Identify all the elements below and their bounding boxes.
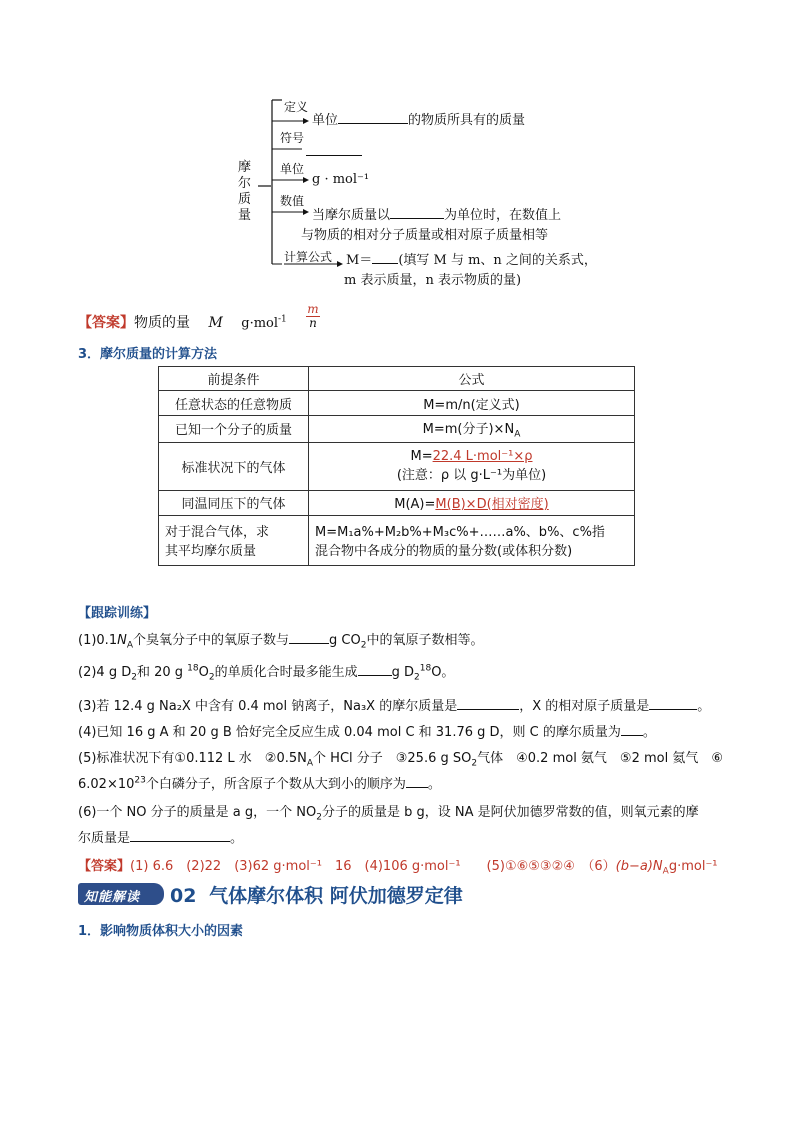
answer-block-1 [78, 312, 287, 332]
q-sup: 18 [419, 663, 432, 674]
branch-text-after: 为单位时，在数值上 [444, 208, 562, 223]
q-text: 6.02×10 [78, 777, 135, 792]
fraction-numerator: m [307, 302, 319, 316]
table-row [159, 442, 635, 490]
q-text: (1)0.1 [78, 633, 118, 648]
branch-label-formula: 计算公式 [284, 250, 333, 264]
table-cell [309, 515, 635, 565]
q-text: 个白磷分子，所含原子个数从大到小的顺序为 [145, 777, 406, 792]
formula-answer: 22.4 L·mol⁻¹×ρ [432, 449, 533, 465]
table-cell: M=m/n(定义式) [309, 391, 635, 416]
blank-line [621, 723, 643, 736]
branch-label-unit: 单位 [280, 162, 305, 176]
badge-label: 知能解读 [84, 890, 141, 905]
answer-text: g·mol⁻¹ [668, 859, 718, 874]
answer-tag: 【答案】 [78, 859, 131, 874]
table-row [159, 391, 635, 416]
q-text: 分子的质量是 b g，设 NA 是阿伏加德罗常数的值，则氧元素的摩 [321, 805, 699, 820]
formula-sub: A [514, 429, 521, 440]
table-cell: 标准状况下的气体 [159, 442, 309, 490]
cell-line: 混合物中各成分的物质的量分数(或体积分数) [315, 544, 573, 560]
q-sub: A [306, 758, 314, 769]
q-text: 气体 ④0.2 mol 氨气 ⑤2 mol 氦气 ⑥ [477, 751, 724, 766]
blank-line [649, 697, 697, 710]
branch-label-symbol: 符号 [280, 131, 305, 145]
q-text: g CO [329, 633, 361, 648]
table-header: 公式 [309, 367, 635, 391]
formula-text: M= [410, 449, 433, 465]
blank-line [372, 251, 398, 264]
branch-text-after: (填写 M 与 m、n 之间的关系式， [398, 253, 597, 268]
formula-text: M(A)= [394, 497, 436, 513]
q-text: (2)4 g D [78, 665, 132, 680]
answer-sup: -1 [278, 314, 287, 325]
q-text: O。 [431, 665, 455, 680]
answer-fraction [306, 303, 320, 330]
blank-line [457, 697, 519, 710]
q-text: O [198, 665, 209, 680]
question-3 [78, 695, 710, 714]
answer-block-2 [78, 855, 718, 877]
branch-text: M＝ [346, 253, 373, 268]
table-header: 前提条件 [159, 367, 309, 391]
table-cell: 任意状态的任意物质 [159, 391, 309, 416]
answer-text: M [208, 315, 223, 331]
blank-line [130, 829, 230, 842]
table-cell [159, 515, 309, 565]
table-cell: 已知一个分子的质量 [159, 416, 309, 443]
practice-title: 【跟踪训练】 [78, 606, 157, 621]
diagram-root [238, 160, 252, 224]
answer-text: (b−a)N [615, 859, 663, 874]
q-text: 。 [427, 777, 441, 792]
cell-line: M=M₁a%+M₂b%+M₃c%+……a%、b%、c%指 [315, 525, 605, 541]
table-cell: 同温同压下的气体 [159, 490, 309, 515]
blank-line [289, 631, 329, 644]
question-6-line2 [78, 827, 243, 846]
answer-text: (1) 6.6 (2)22 (3)62 g·mol⁻¹ 16 (4)106 g·mol⁻¹ (5)①⑥⑤③②④ （6） [130, 859, 616, 874]
q-sub: 2 [208, 672, 215, 683]
branch-text: 当摩尔质量以 [312, 208, 391, 223]
q-sup: 23 [134, 775, 146, 786]
blank-line [306, 145, 362, 156]
blank-line [390, 206, 444, 219]
formula-text: M=m(分子)×N [422, 422, 515, 437]
q-text: 和 20 g [136, 665, 188, 680]
answer-tag: 【答案】 [78, 315, 134, 331]
branch-label-value: 数值 [280, 194, 305, 208]
branch-text-after: 的物质所具有的质量 [408, 113, 526, 128]
branch-unit: g · mol⁻¹ [312, 172, 370, 187]
section-badge [78, 883, 164, 905]
answer-text: g·mol [241, 316, 279, 331]
q-text: (4)已知 16 g A 和 20 g B 恰好完全反应生成 0.04 mol C 和 31.76 g D，则 C 的摩尔质量为 [78, 725, 621, 740]
fraction-denominator: n [309, 316, 317, 330]
q-text: 个 HCl 分子 ③25.6 g SO [313, 751, 472, 766]
table-row [159, 515, 635, 565]
subsection-title: 1．影响物质体积大小的因素 [78, 924, 244, 939]
question-5 [78, 747, 723, 769]
table-cell [309, 416, 635, 443]
cell-line: 对于混合气体，求 [165, 525, 270, 541]
cell-line: 其平均摩尔质量 [165, 544, 257, 560]
q-text: 。 [697, 699, 711, 714]
q-sub: A [126, 640, 133, 651]
q-text: 的单质化合时最多能生成 [214, 665, 358, 680]
blank-line [338, 111, 408, 124]
q-sup: 18 [187, 663, 199, 674]
q-sub: 2 [360, 640, 367, 651]
branch-formula-line2: m 表示质量，n 表示物质的量) [344, 273, 522, 288]
q-text: 。 [642, 725, 656, 740]
q-text: 。 [230, 831, 244, 846]
q-text: 中的氧原子数相等。 [366, 633, 484, 648]
question-6 [78, 801, 699, 823]
formula-answer: M(B)×D(相对密度) [435, 497, 549, 513]
q-text: ，X 的相对原子质量是 [519, 699, 650, 714]
q-text: 个臭氧分子中的氧原子数与 [133, 633, 290, 648]
blank-line [406, 775, 428, 788]
q-text: (3)若 12.4 g Na₂X 中含有 0.4 mol 钠离子，Na₃X 的摩尔质量是 [78, 699, 458, 714]
question-1 [78, 629, 483, 651]
branch-formula [346, 249, 597, 268]
question-4 [78, 721, 656, 740]
branch-definition [312, 109, 525, 128]
q-text: g D [391, 665, 414, 680]
question-5-line2 [78, 773, 441, 792]
section-heading [170, 881, 463, 908]
q-sub: 2 [316, 812, 322, 823]
answer-sub: A [662, 866, 669, 877]
q-sub: 2 [131, 672, 137, 683]
section-number: 02 [170, 885, 197, 907]
root-char: 质 [238, 192, 252, 207]
answer-text: 物质的量 [134, 315, 190, 331]
formula-table [158, 366, 635, 566]
table-row [159, 490, 635, 515]
root-char: 尔 [238, 176, 252, 191]
q-sub: 2 [414, 672, 420, 683]
branch-text: 单位 [312, 113, 339, 128]
table-header-row [159, 367, 635, 391]
root-char: 摩 [238, 160, 252, 175]
blank-line [358, 663, 392, 676]
root-char: 量 [238, 208, 252, 223]
q-text: (5)标准状况下有①0.112 L 水 ②0.5N [78, 751, 307, 766]
branch-label-definition: 定义 [284, 100, 309, 114]
table-row [159, 416, 635, 443]
section-title: 气体摩尔体积 阿伏加德罗定律 [209, 885, 463, 907]
question-2 [78, 661, 454, 683]
branch-value-line2: 与物质的相对分子质量或相对原子质量相等 [301, 228, 549, 243]
q-text: (6)一个 NO 分子的质量是 a g，一个 NO [78, 805, 317, 820]
section-title: 3．摩尔质量的计算方法 [78, 347, 218, 362]
q-text: N [117, 633, 127, 648]
table-cell [309, 490, 635, 515]
q-text: 尔质量是 [78, 831, 131, 846]
table-cell [309, 442, 635, 490]
branch-value [312, 204, 561, 223]
q-sub: 2 [471, 758, 478, 769]
formula-note: (注意：ρ 以 g·L⁻¹为单位) [396, 468, 547, 484]
